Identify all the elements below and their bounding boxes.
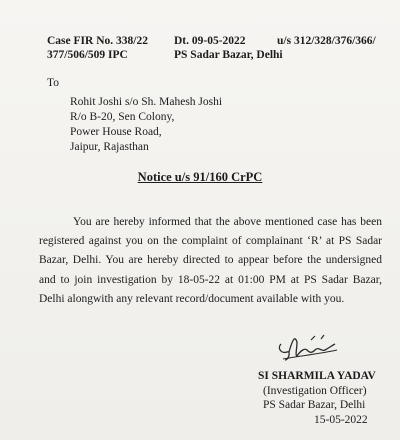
recipient-name: Rohit Joshi s/o Sh. Mahesh Joshi (70, 96, 223, 108)
signature-date: 15-05-2022 (314, 413, 368, 426)
under-sections: u/s 312/328/376/366/ (277, 35, 376, 47)
recipient-address-line: Power House Road, (70, 126, 162, 138)
notice-title: Notice u/s 91/160 CrPC (137, 170, 263, 184)
police-station: PS Sadar Bazar, Delhi (174, 49, 283, 61)
signatory-designation: (Investigation Officer) (263, 384, 367, 397)
to-label: To (47, 77, 59, 89)
notice-body: You are hereby informed that the above mentioned case has been registered against you on the complaint of complainant ‘R’ at PS Sadar Bazar, Delhi. You are hereby directed to appear before the undersigned and to join investigation by 18-05-22 at 01:00 PM at PS Sadar Bazar, Delhi alongwith any relevant record/document available with you. (39, 216, 382, 305)
recipient-address (70, 95, 222, 155)
case-fir-number: Case FIR No. 338/22 (47, 35, 148, 47)
ipc-sections: 377/506/509 IPC (47, 49, 128, 61)
recipient-address-line: R/o B-20, Sen Colony, (70, 111, 175, 123)
signatory-name: SI SHARMILA YADAV (258, 370, 376, 382)
recipient-address-line: Jaipur, Rajasthan (70, 141, 149, 153)
signatory-block (258, 369, 376, 427)
signatory-station: PS Sadar Bazar, Delhi (263, 399, 366, 411)
handwritten-signature (275, 330, 345, 364)
case-date: Dt. 09-05-2022 (174, 35, 246, 47)
